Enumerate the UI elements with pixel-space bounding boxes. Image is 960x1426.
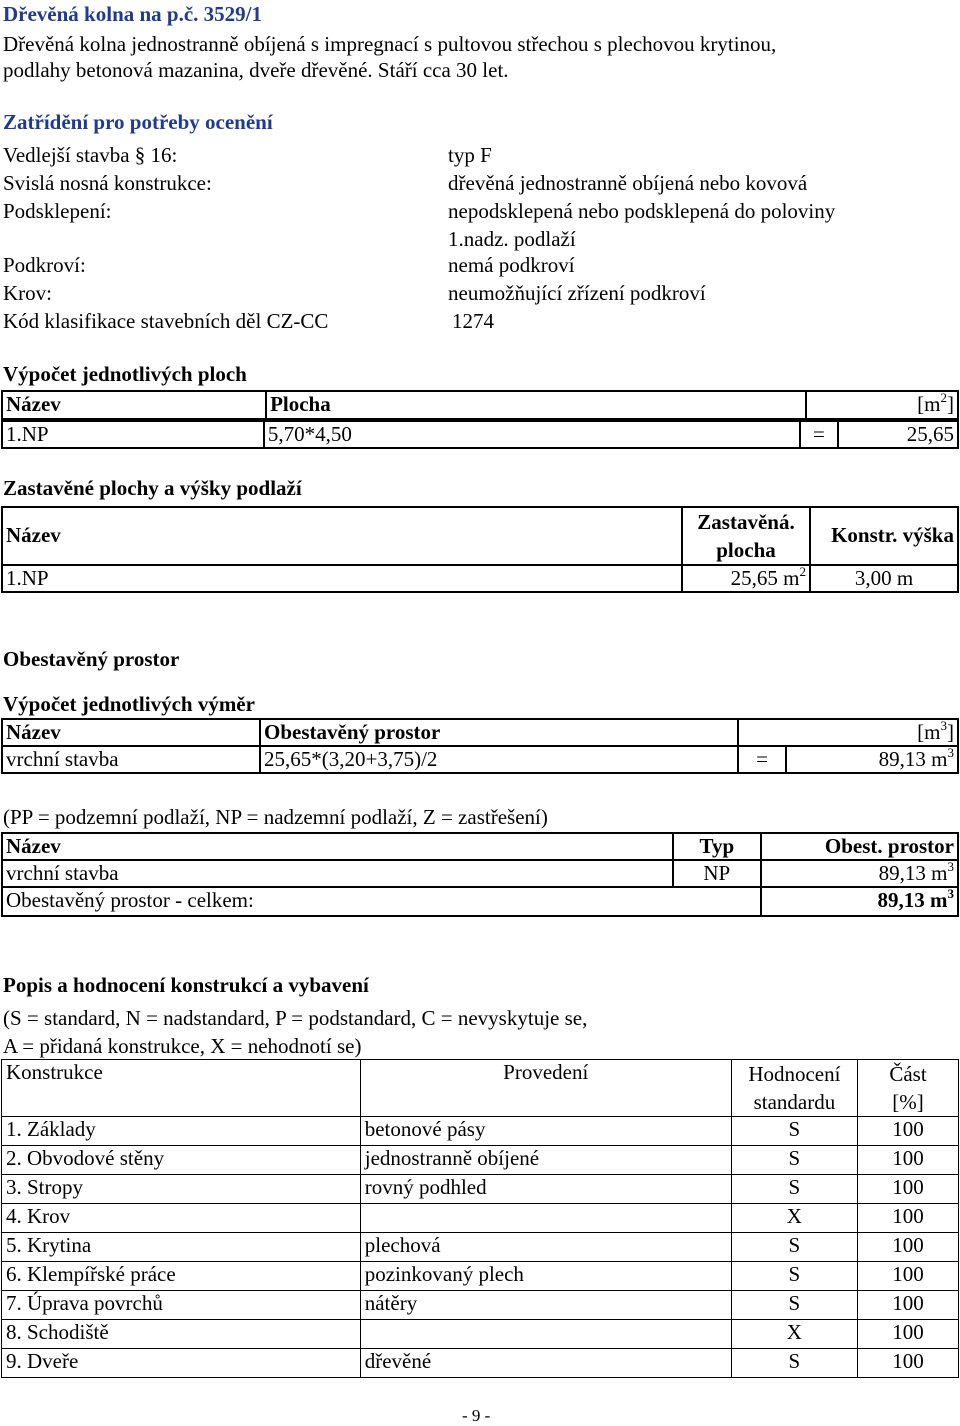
table-row bbox=[2, 1175, 959, 1204]
page-title: Dřevěná kolna na p.č. 3529/1 bbox=[3, 2, 263, 26]
construction-percent: 100 bbox=[858, 1291, 959, 1320]
areas-col-area: Plocha bbox=[266, 391, 806, 419]
constructions-col-2: Provedení bbox=[360, 1060, 731, 1117]
constructions-legend-2: A = přidaná konstrukce, X = nehodnotí se) bbox=[3, 1034, 362, 1058]
construction-rating: X bbox=[731, 1204, 857, 1233]
description-line-1: Dřevěná kolna jednostranně obíjená s impregnací s pultovou střechou s plechovou krytinou, bbox=[3, 32, 777, 56]
construction-execution: jednostranně obíjené bbox=[360, 1146, 731, 1175]
classification-value-5: neumožňující zřízení podkroví bbox=[448, 281, 706, 305]
areas-col-unit: $[m^2]$ bbox=[806, 391, 958, 419]
built-row-area: 25,65 $m^2$ bbox=[682, 565, 810, 592]
classification-value-3b: 1.nadz. podlaží bbox=[448, 227, 576, 251]
summary-col-type: Typ bbox=[673, 833, 761, 860]
built-col-area: Zastavěná. plocha bbox=[682, 507, 810, 565]
areas-row-eq: = bbox=[800, 421, 839, 448]
classification-value-1: typ F bbox=[448, 143, 492, 167]
construction-execution: pozinkovaný plech bbox=[360, 1262, 731, 1291]
construction-percent: 100 bbox=[858, 1175, 959, 1204]
constructions-legend-1: (S = standard, N = nadstandard, P = podstandard, C = nevyskytuje se, bbox=[3, 1006, 588, 1030]
table-row bbox=[2, 1204, 959, 1233]
construction-percent: 100 bbox=[858, 1349, 959, 1378]
constructions-heading: Popis a hodnocení konstrukcí a vybavení bbox=[3, 973, 369, 997]
table-row bbox=[2, 1146, 959, 1175]
construction-name: 1. Základy bbox=[2, 1117, 361, 1146]
classification-heading: Zatřídění pro potřeby ocenění bbox=[3, 110, 273, 134]
volume-row-eq: = bbox=[738, 746, 786, 773]
classification-value-6: 1274 bbox=[452, 309, 494, 333]
constructions-col-4: Část [%] bbox=[858, 1060, 959, 1117]
table-row bbox=[2, 1349, 959, 1378]
construction-percent: 100 bbox=[858, 1233, 959, 1262]
construction-name: 7. Úprava povrchů bbox=[2, 1291, 361, 1320]
volume-table bbox=[1, 718, 959, 774]
construction-name: 5. Krytina bbox=[2, 1233, 361, 1262]
construction-rating: S bbox=[731, 1233, 857, 1262]
construction-execution: nátěry bbox=[360, 1291, 731, 1320]
volume-row-name: vrchní stavba bbox=[2, 746, 260, 773]
table-row bbox=[2, 1262, 959, 1291]
classification-value-4: nemá podkroví bbox=[448, 253, 575, 277]
total-value: 89,13 $m^3$ bbox=[761, 887, 958, 916]
built-row-name: 1.NP bbox=[2, 565, 682, 592]
built-heading: Zastavěné plochy a výšky podlaží bbox=[3, 476, 302, 500]
construction-rating: X bbox=[731, 1320, 857, 1349]
construction-execution: plechová bbox=[360, 1233, 731, 1262]
areas-row-result: 25,65 bbox=[838, 421, 958, 448]
classification-label-2: Svislá nosná konstrukce: bbox=[3, 171, 212, 195]
construction-rating: S bbox=[731, 1291, 857, 1320]
construction-name: 9. Dveře bbox=[2, 1349, 361, 1378]
summary-col-space: Obest. prostor bbox=[761, 833, 958, 860]
volume-col-name: Název bbox=[2, 719, 260, 746]
construction-execution bbox=[360, 1320, 731, 1349]
construction-percent: 100 bbox=[858, 1117, 959, 1146]
construction-execution: dřevěné bbox=[360, 1349, 731, 1378]
built-row-height: 3,00 m bbox=[810, 565, 958, 592]
construction-name: 3. Stropy bbox=[2, 1175, 361, 1204]
page-number: - 9 - bbox=[462, 1406, 491, 1425]
construction-percent: 100 bbox=[858, 1320, 959, 1349]
construction-rating: S bbox=[731, 1349, 857, 1378]
volume-col-unit: $[m^3]$ bbox=[738, 719, 958, 746]
constructions-col-1: Konstrukce bbox=[2, 1060, 361, 1117]
table-row bbox=[2, 1291, 959, 1320]
construction-execution: betonové pásy bbox=[360, 1117, 731, 1146]
areas-row-formula: 5,70*4,50 bbox=[264, 421, 800, 448]
classification-label-1: Vedlejší stavba § 16: bbox=[3, 143, 178, 167]
volume-sub-heading: Výpočet jednotlivých výměr bbox=[3, 692, 255, 716]
table-row bbox=[2, 1233, 959, 1262]
construction-name: 8. Schodiště bbox=[2, 1320, 361, 1349]
construction-rating: S bbox=[731, 1146, 857, 1175]
construction-rating: S bbox=[731, 1117, 857, 1146]
volume-row-result: 89,13 $m^3$ bbox=[786, 746, 958, 773]
classification-value-3: nepodsklepená nebo podsklepená do poloviny bbox=[448, 199, 836, 223]
total-label: Obestavěný prostor - celkem: bbox=[2, 887, 761, 916]
classification-value-2: dřevěná jednostranně obíjená nebo kovová bbox=[448, 171, 808, 195]
table-row bbox=[2, 1117, 959, 1146]
construction-percent: 100 bbox=[858, 1204, 959, 1233]
construction-rating: S bbox=[731, 1262, 857, 1291]
built-col-height: Konstr. výška bbox=[810, 507, 958, 565]
summary-row-name: vrchní stavba bbox=[2, 860, 673, 887]
areas-table bbox=[1, 390, 959, 420]
construction-percent: 100 bbox=[858, 1146, 959, 1175]
classification-label-4: Podkroví: bbox=[3, 253, 86, 277]
volume-col-space: Obestavěný prostor bbox=[260, 719, 738, 746]
table-row bbox=[2, 1320, 959, 1349]
description-line-2: podlahy betonová mazanina, dveře dřevěné. Stáří cca 30 let. bbox=[3, 58, 509, 82]
volume-heading: Obestavěný prostor bbox=[3, 647, 180, 671]
summary-col-name: Název bbox=[2, 833, 673, 860]
classification-label-3: Podsklepení: bbox=[3, 199, 112, 223]
areas-heading: Výpočet jednotlivých ploch bbox=[3, 362, 247, 386]
volume-summary-table bbox=[1, 832, 959, 917]
volume-row-formula: 25,65*(3,20+3,75)/2 bbox=[260, 746, 738, 773]
built-col-name: Název bbox=[2, 507, 682, 565]
construction-percent: 100 bbox=[858, 1262, 959, 1291]
constructions-table bbox=[1, 1059, 959, 1378]
construction-execution: rovný podhled bbox=[360, 1175, 731, 1204]
classification-label-5: Krov: bbox=[3, 281, 52, 305]
classification-label-6: Kód klasifikace stavebních děl CZ-CC bbox=[3, 309, 329, 333]
construction-rating: S bbox=[731, 1175, 857, 1204]
construction-execution bbox=[360, 1204, 731, 1233]
areas-col-name: Název bbox=[2, 391, 266, 419]
volume-legend: (PP = podzemní podlaží, NP = nadzemní podlaží, Z = zastřešení) bbox=[3, 805, 548, 829]
summary-row-type: NP bbox=[673, 860, 761, 887]
construction-name: 2. Obvodové stěny bbox=[2, 1146, 361, 1175]
built-table bbox=[1, 506, 959, 593]
areas-row-name: 1.NP bbox=[2, 421, 264, 448]
summary-row-space: 89,13 $m^3$ bbox=[761, 860, 958, 887]
construction-name: 6. Klempířské práce bbox=[2, 1262, 361, 1291]
constructions-col-3: Hodnocení standardu bbox=[731, 1060, 857, 1117]
areas-row bbox=[1, 420, 959, 449]
construction-name: 4. Krov bbox=[2, 1204, 361, 1233]
